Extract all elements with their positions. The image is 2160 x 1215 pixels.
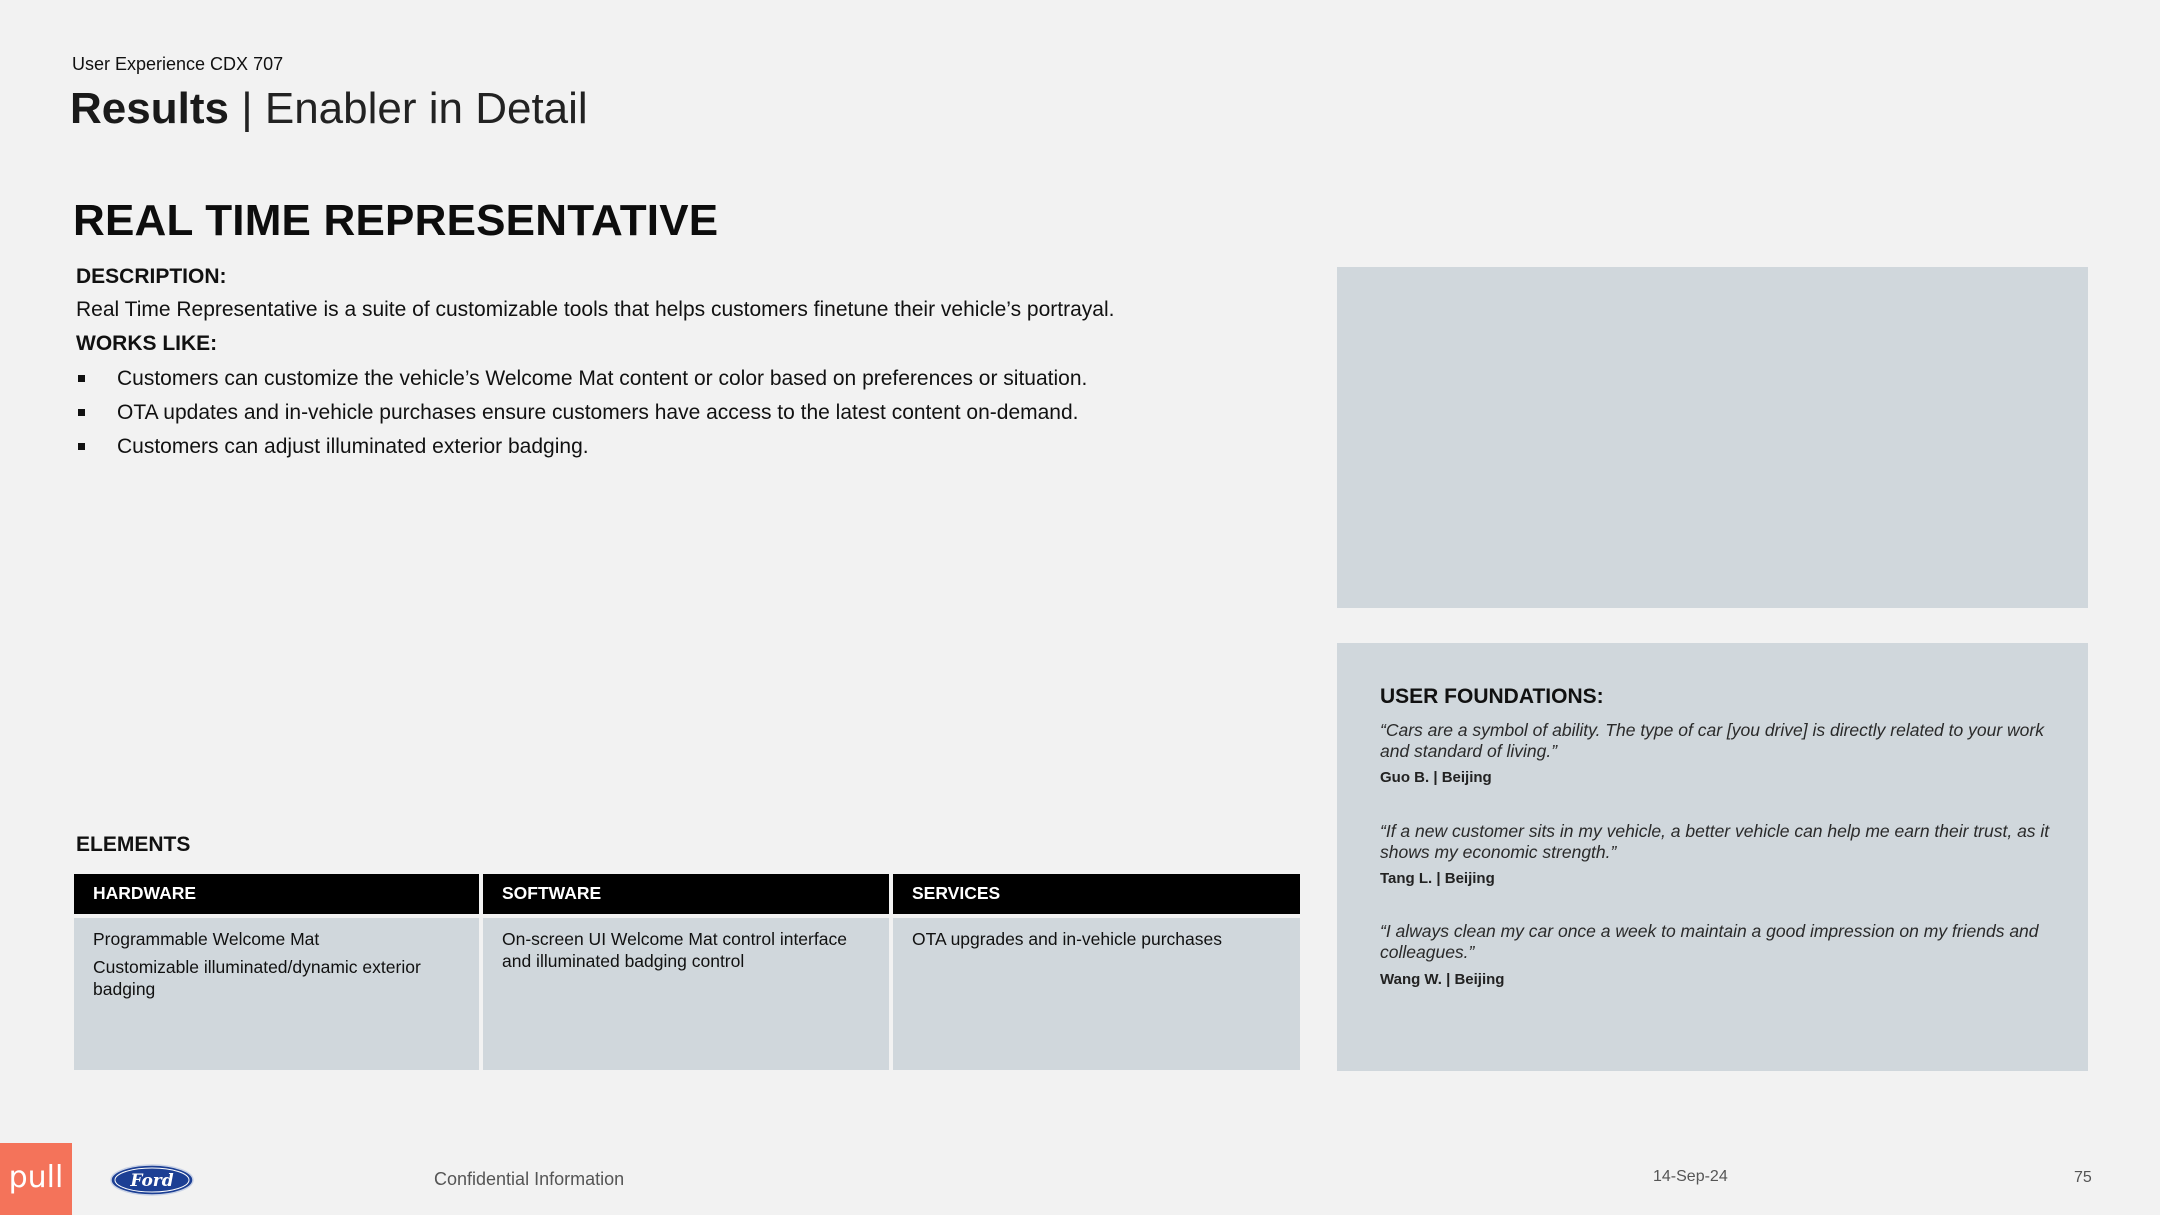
works-like-label: WORKS LIKE: [76, 332, 218, 355]
confidential-label: Confidential Information [434, 1169, 625, 1189]
description-text: Real Time Representative is a suite of customizable tools that helps customers finetune their vehicle’s portrayal. [76, 298, 1115, 321]
quote-text: “If a new customer sits in my vehicle, a better vehicle can help me earn their trust, as it shows my economic strength.” [1380, 821, 2050, 862]
title-rest: Enabler in Detail [264, 84, 588, 133]
course-label: User Experience CDX 707 [72, 54, 284, 74]
column-body [74, 918, 479, 1070]
column-header: SOFTWARE [483, 874, 889, 914]
pull-logo: pull [0, 1143, 72, 1215]
cell-item: Customizable illuminated/dynamic exterior badging [93, 957, 421, 999]
list-item [76, 434, 1087, 468]
cell-item: Programmable Welcome Mat [93, 929, 320, 949]
list-item-text: OTA updates and in-vehicle purchases ensure customers have access to the latest content on-demand. [117, 401, 1079, 424]
list-item [76, 400, 1087, 434]
ford-logo-icon [110, 1164, 194, 1201]
quote-attribution: Tang L. | Beijing [1380, 870, 1495, 887]
quote-attribution: Wang W. | Beijing [1380, 971, 1505, 988]
cell-item: On-screen UI Welcome Mat control interface and illuminated badging control [502, 929, 847, 971]
works-like-list [76, 366, 1087, 468]
list-item [76, 366, 1087, 400]
title-separator: | [241, 84, 253, 133]
elements-label: ELEMENTS [76, 833, 191, 856]
user-foundations-label: USER FOUNDATIONS: [1380, 685, 1604, 708]
bullet-icon [78, 375, 85, 382]
software-column [483, 874, 889, 1070]
column-header: SERVICES [893, 874, 1300, 914]
feature-heading: REAL TIME REPRESENTATIVE [73, 196, 719, 245]
services-column [893, 874, 1300, 1070]
bullet-icon [78, 409, 85, 416]
quote-text: “I always clean my car once a week to maintain a good impression on my friends and colleagues.” [1380, 921, 2039, 962]
bullet-icon [78, 443, 85, 450]
page-title [70, 84, 588, 134]
footer-date: 14-Sep-24 [1653, 1168, 1728, 1185]
quote-text: “Cars are a symbol of ability. The type of car [you drive] is directly related to your work and standard of living.” [1380, 720, 2044, 761]
image-placeholder [1337, 267, 2088, 608]
description-label: DESCRIPTION: [76, 265, 227, 288]
ford-logo-text: Ford [130, 1171, 174, 1191]
column-body [893, 918, 1300, 1070]
user-foundations-panel [1337, 643, 2088, 1071]
list-item-text: Customers can adjust illuminated exterior badging. [117, 435, 589, 458]
cell-item: OTA upgrades and in-vehicle purchases [912, 929, 1222, 949]
hardware-column [74, 874, 479, 1070]
quote-attribution: Guo B. | Beijing [1380, 769, 1492, 786]
title-bold: Results [70, 84, 229, 133]
list-item-text: Customers can customize the vehicle’s Welcome Mat content or color based on preferences or situation. [117, 367, 1088, 390]
column-header: HARDWARE [74, 874, 479, 914]
page-number: 75 [2074, 1169, 2092, 1186]
column-body [483, 918, 889, 1070]
